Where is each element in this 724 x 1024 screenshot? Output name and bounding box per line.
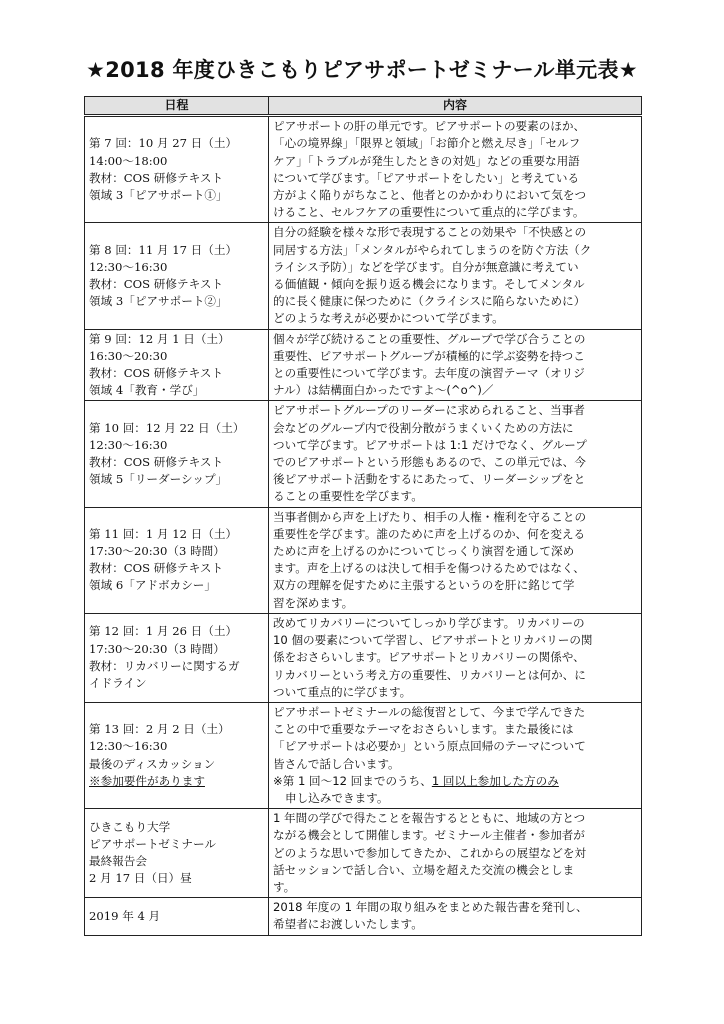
schedule-table [84, 96, 642, 936]
date-line: 第 7 回：10 月 27 日（土） [89, 136, 238, 151]
content-line: ピアサポートゼミナールの総復習として、今まで学んできた [273, 704, 586, 719]
date-line: 領域 6「アドボカシー」 [89, 578, 216, 593]
date-line: 教材：リカバリーに関するガ [89, 658, 240, 673]
date-line: 教材：COS 研修テキスト [89, 170, 224, 185]
date-line: ※参加要件があります [89, 773, 205, 788]
date-line: 第 13 回：2 月 2 日（土） [89, 722, 230, 737]
session-content-cell [269, 401, 642, 507]
date-line: 12:30～16:30 [89, 739, 168, 754]
date-line: 17:30～20:30（3 時間） [89, 544, 225, 559]
content-line: どのような考えが必要かについて学びます。 [273, 311, 504, 326]
content-line: 重要性、ピアサポートグループが積極的に学ぶ姿勢を持つこ [273, 348, 585, 363]
table-row [85, 613, 642, 702]
header-content: 内容 [269, 97, 642, 116]
session-date-cell [85, 809, 269, 898]
date-line: 第 8 回：11 月 17 日（土） [89, 242, 238, 257]
date-line: 2 月 17 日（日）昼 [89, 871, 192, 886]
content-line: どのような思いで参加してきたか、これからの展望などを対 [273, 845, 587, 860]
table-row [85, 329, 642, 401]
table-body [85, 116, 642, 935]
content-line: 希望者にお渡しいたします。 [273, 917, 423, 932]
session-date-cell [85, 507, 269, 613]
page-title: ★2018 年度ひきこもりピアサポートゼミナール単元表★ [86, 58, 638, 82]
session-content-cell [269, 329, 642, 401]
date-line: 第 10 回：12 月 22 日（土） [89, 420, 245, 435]
session-date-cell [85, 702, 269, 808]
session-date-cell [85, 223, 269, 329]
content-line: ナル）は結構面白かったですよ～(^o^)／ [273, 383, 494, 398]
session-date-cell [85, 329, 269, 401]
date-line: 領域 3「ピアサポート②」 [89, 294, 228, 309]
content-line: ながる機会として開催します。ゼミナール主催者・参加者が [273, 828, 585, 843]
date-line: 第 9 回：12 月 1 日（土） [89, 331, 230, 346]
content-line: 後ピアサポート活動をするにあたって、リーダーシップをと [273, 472, 586, 487]
content-line: ついて学びます。ピアサポートは 1:1 だけでなく、グループ [273, 437, 587, 452]
content-line: けること、セルフケアの重要性について重点的に学びます。 [273, 205, 585, 220]
date-line: イドライン [89, 676, 147, 691]
date-line: 領域 5「リーダーシップ」 [89, 472, 228, 487]
content-line: 10 個の要素について学習し、ピアサポートとリカバリーの関 [273, 633, 593, 648]
date-line: 12:30～16:30 [89, 259, 168, 274]
content-line: 会などのグループ内で役割分散がうまくいくための方法に [273, 420, 574, 435]
note-continuation: 申し込みできます。 [285, 790, 389, 805]
date-line: 12:30～16:30 [89, 437, 168, 452]
content-line: との重要性について学びます。去年度の演習テーマ（オリジ [273, 366, 585, 381]
content-line: す。 [273, 879, 296, 894]
session-date-cell [85, 401, 269, 507]
table-header-row [85, 97, 642, 116]
content-line: 自分の経験を様々な形で表現することの効果や「不快感との [273, 225, 587, 240]
date-line: 教材：COS 研修テキスト [89, 366, 224, 381]
date-line: 第 11 回：1 月 12 日（土） [89, 526, 238, 541]
table-row [85, 507, 642, 613]
date-line: 第 12 回：1 月 26 日（土） [89, 624, 238, 639]
content-line: ライシス予防）」などを学びます。自分が無意識に考えてい [273, 259, 579, 274]
session-content-cell [269, 613, 642, 702]
session-date-cell [85, 898, 269, 935]
table-row [85, 401, 642, 507]
content-line: 当事者側から声を上げたり、相手の人権・権利を守ることの [273, 509, 587, 524]
content-line: ついて重点的に学びます。 [273, 684, 412, 699]
content-line: 双方の理解を促すために主張するというのを肝に銘じて学 [273, 578, 575, 593]
date-line: 2019 年 4 月 [89, 908, 161, 923]
content-line: 方がよく陥りがちなこと、他者とのかかわりにおいて気をつ [273, 188, 587, 203]
content-line: ます。声を上げるのは決して相手を傷つけるためではなく、 [273, 561, 585, 576]
content-line: 係をおさらいします。ピアサポートとリカバリーの関係や、 [273, 650, 585, 665]
content-line: ために声を上げるのかについてじっくり演習を通して深め [273, 544, 575, 559]
content-line: ケア」「トラブルが発生したときの対処」などの重要な用語 [273, 153, 580, 168]
date-line: 教材：COS 研修テキスト [89, 561, 224, 576]
date-line: 14:00～18:00 [89, 153, 168, 168]
content-line: 1 年間の学びで得たことを報告するとともに、地域の方とつ [273, 811, 586, 826]
session-content-cell [269, 223, 642, 329]
table-row [85, 702, 642, 808]
session-content-cell [269, 809, 642, 898]
session-date-cell [85, 613, 269, 702]
content-line: 同居する方法」「メンタルがやられてしまうのを防ぐ方法（ク [273, 242, 592, 257]
header-date: 日程 [85, 97, 269, 116]
table-row [85, 809, 642, 898]
table-row [85, 898, 642, 935]
table-row [85, 223, 642, 329]
content-line: 重要性を学びます。誰のために声を上げるのか、何を変える [273, 526, 586, 541]
content-line: リカバリーという考え方の重要性、リカバリーとは何か、に [273, 667, 586, 682]
content-line: 「ピアサポートは必要か」という原点回帰のテーマについて [273, 739, 586, 754]
content-line: ことの中で重要なテーマをおさらいします。また最後には [273, 722, 574, 737]
content-line: について学びます。「ピアサポートをしたい」と考えている [273, 170, 580, 185]
content-line: 話セッションで話し合い、立場を超えた交流の機会としま [273, 862, 575, 877]
session-content-cell [269, 702, 642, 808]
note-prefix: ※第 1 回～12 回までのうち、 [273, 773, 432, 788]
participation-note [273, 773, 637, 790]
date-line: 教材：COS 研修テキスト [89, 277, 224, 292]
date-line: 17:30～20:30（3 時間） [89, 641, 225, 656]
date-line: 領域 4「教育・学び」 [89, 383, 205, 398]
date-line: 最終報告会 [89, 854, 147, 869]
note-requirement: 1 回以上参加した方のみ [431, 773, 559, 788]
content-line: ることの重要性を学びます。 [273, 489, 423, 504]
date-line: ひきこもり大学 [89, 819, 171, 834]
content-line: 的に長く健康に保つために（クライシスに陥らないために） [273, 294, 586, 309]
date-line: 領域 3「ピアサポート①」 [89, 188, 228, 203]
content-line: 習を深めます。 [273, 595, 354, 610]
session-content-cell [269, 507, 642, 613]
date-line: 教材：COS 研修テキスト [89, 455, 224, 470]
content-line: でのピアサポートという形態もあるので、この単元では、今 [273, 455, 586, 470]
session-content-cell [269, 116, 642, 223]
session-date-cell [85, 116, 269, 223]
date-line: 最後のディスカッション [89, 756, 216, 771]
table-row [85, 116, 642, 223]
content-line: ピアサポートの肝の単元です。ピアサポートの要素のほか、 [273, 119, 586, 134]
content-line: る価値観・傾向を振り返る機会になります。そしてメンタル [273, 277, 585, 292]
content-line: ピアサポートグループのリーダーに求められること、当事者 [273, 403, 585, 418]
content-line: 改めてリカバリーについてしっかり学びます。リカバリーの [273, 615, 585, 630]
content-line: 皆さんで話し合います。 [273, 756, 400, 771]
content-line: 「心の境界線」「限界と領域」「お節介と燃え尽き」「セルフ [273, 136, 581, 151]
session-content-cell [269, 898, 642, 935]
date-line: 16:30～20:30 [89, 348, 168, 363]
date-line: ピアサポートゼミナール [89, 836, 216, 851]
content-line: 個々が学び続けることの重要性、グループで学び合うことの [273, 331, 586, 346]
content-line: 2018 年度の 1 年間の取り組みをまとめた報告書を発刊し、 [273, 900, 588, 915]
